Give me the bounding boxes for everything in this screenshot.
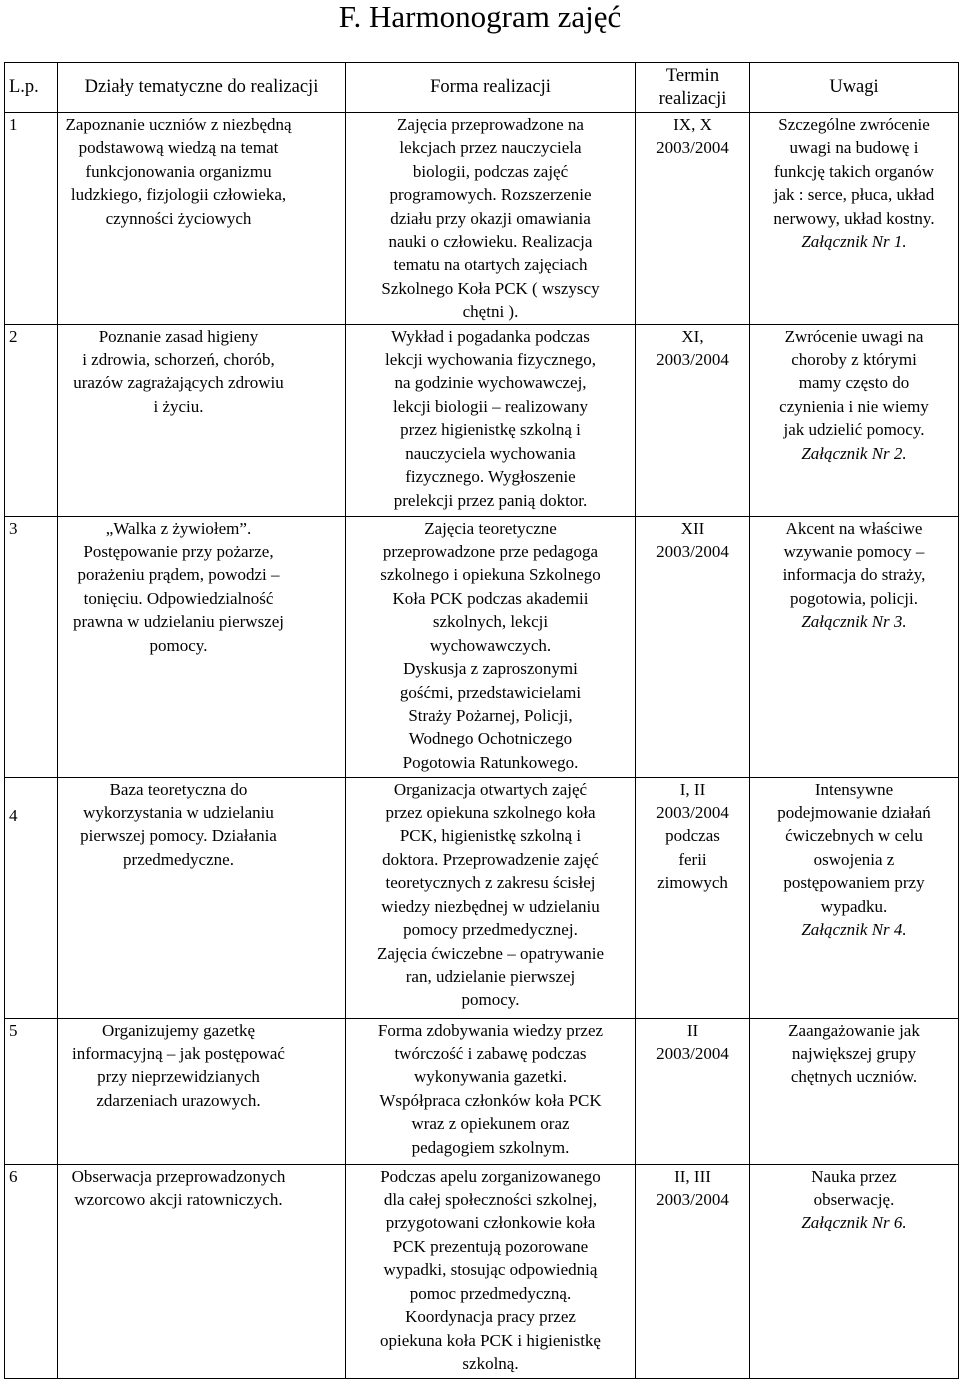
cell-topic-line: Zapoznanie uczniów z niezbędną [65, 115, 292, 134]
attachment-reference: Załącznik Nr 2. [801, 443, 907, 463]
cell-form-line: Koordynacja pracy przez [405, 1307, 576, 1327]
cell-notes-line: wypadku. [820, 896, 888, 916]
cell-form-line: Straży Pożarnej, Policji, [408, 705, 573, 725]
cell-form-line: chętni ). [462, 302, 519, 322]
cell-notes [750, 777, 959, 1018]
cell-notes-line: czynienia i nie wiemy [779, 396, 929, 416]
cell-form-line: Dyskusja z zaproszonymi [403, 659, 578, 679]
table-row [5, 777, 959, 1018]
cell-notes-line: informacja do straży, [782, 565, 926, 585]
cell-form-line: pedagogiem szkolnym. [411, 1137, 570, 1157]
cell-topic-line: podstawową wiedzą na temat [78, 138, 279, 158]
cell-notes-line: Szczególne zwrócenie [778, 115, 930, 134]
cell-topic [58, 1018, 346, 1164]
cell-term [636, 777, 750, 1018]
cell-form-line: ran, udzielanie pierwszej [405, 966, 576, 986]
cell-topic-line: i życiu. [153, 396, 204, 416]
cell-topic-line: urazów zagrażających zdrowiu [73, 373, 284, 393]
cell-form-line: wychowawczych. [429, 635, 552, 655]
cell-topic-line: wykorzystania w udzielaniu [83, 803, 274, 823]
cell-term-line: II [686, 1020, 699, 1040]
cell-topic-line: pierwszej pomocy. Działania [80, 826, 277, 846]
cell-form-line: przygotowani członkowie koła [385, 1213, 596, 1233]
cell-topic-line: i zdrowia, schorzeń, chorób, [82, 350, 275, 370]
cell-form-line: wraz z opiekunem oraz [411, 1114, 570, 1134]
row-number: 6 [9, 1166, 18, 1186]
cell-topic [58, 324, 346, 516]
cell-notes-line: choroby z którymi [791, 350, 917, 370]
cell-term-line: XI, [681, 326, 704, 346]
cell-topic-line: tonięciu. Odpowiedzialność [83, 588, 274, 608]
cell-form-line: teoretycznych z zakresu ścisłej [385, 873, 596, 893]
cell-form-line: Organizacja otwartych zajęć [393, 779, 588, 799]
table-row [5, 516, 959, 777]
cell-term-line: ferii [678, 849, 707, 869]
cell-term-line: IX, X [673, 115, 712, 134]
cell-notes-line: nerwowy, układ kostny. [773, 208, 935, 228]
cell-topic [58, 1164, 346, 1378]
table-row [5, 113, 959, 325]
cell-topic-line: informacyjną – jak postępować [72, 1044, 285, 1064]
cell-notes-line: Zwrócenie uwagi na [784, 326, 924, 346]
cell-term [636, 516, 750, 777]
cell-form-line: szkolnego i opiekuna Szkolnego [380, 565, 601, 585]
cell-notes-line: ćwiczebnych w celu [785, 826, 923, 846]
cell-topic [58, 113, 346, 325]
row-number: 3 [9, 518, 18, 538]
cell-topic-line: Poznanie zasad higieny [98, 326, 259, 346]
cell-form-line: przez higienistkę szkolną i [400, 420, 581, 440]
cell-form-line: doktora. Przeprowadzenie zajęć [382, 849, 599, 869]
cell-notes [750, 324, 959, 516]
attachment-reference: Załącznik Nr 6. [801, 1213, 907, 1233]
cell-topic-line: Postępowanie przy pożarze, [83, 542, 274, 562]
attachment-reference: Załącznik Nr 1. [801, 232, 907, 252]
cell-form-line: fizycznego. Wygłoszenie [405, 467, 576, 487]
cell-notes-line: podejmowanie działań [777, 803, 931, 823]
cell-term-line: 2003/2004 [656, 350, 729, 370]
cell-form-line: działu przy okazji omawiania [390, 208, 591, 228]
cell-form-line: wykonywania gazetki. [414, 1067, 567, 1087]
cell-form-line: lekcji biologii – realizowany [393, 396, 588, 416]
cell-notes-line: mamy często do [798, 373, 910, 393]
cell-form-line: przez opiekuna szkolnego koła [385, 803, 596, 823]
header-form: Forma realizacji [346, 63, 636, 113]
cell-form-line: na godzinie wychowawczej, [394, 373, 587, 393]
cell-form-line: Koła PCK podczas akademii [392, 588, 589, 608]
cell-form-line: Współpraca członków koła PCK [379, 1090, 602, 1110]
cell-notes-line: jak : serce, płuca, układ [773, 185, 935, 205]
header-lp: L.p. [5, 63, 58, 113]
cell-form-line: Zajęcia ćwiczebne – opatrywanie [376, 943, 604, 963]
cell-form-line: dla całej społeczności szkolnej, [383, 1190, 598, 1210]
cell-term-line: 2003/2004 [656, 1190, 729, 1210]
header-term-line2: realizacji [658, 88, 727, 109]
cell-topic-line: zdarzeniach urazowych. [96, 1090, 261, 1110]
cell-form-line: pomoc przedmedyczną. [409, 1283, 572, 1303]
cell-form-line: Podczas apelu zorganizowanego [380, 1166, 601, 1186]
table-row [5, 1164, 959, 1378]
cell-topic-line: funkcjonowania organizmu [85, 161, 272, 181]
row-number: 4 [9, 805, 18, 825]
cell-term-line: I, II [679, 779, 706, 799]
cell-topic-line: ludzkiego, fizjologii człowieka, [70, 185, 287, 205]
cell-form [346, 1018, 636, 1164]
header-term-line1: Termin [665, 65, 720, 86]
cell-term-line: 2003/2004 [656, 138, 729, 158]
cell-form [346, 1164, 636, 1378]
cell-topic-line: przy nieprzewidzianych [97, 1067, 260, 1087]
cell-topic-line: prawna w udzielaniu pierwszej [73, 612, 284, 632]
cell-form-line: Pogotowia Ratunkowego. [402, 752, 579, 772]
cell-notes-line: oswojenia z [813, 849, 895, 869]
cell-notes-line: postępowaniem przy [783, 873, 925, 893]
cell-notes-line: funkcję takich organów [773, 161, 935, 181]
cell-form [346, 516, 636, 777]
cell-form-line: PCK, higienistkę szkolną i [399, 826, 582, 846]
cell-form-line: biologii, podczas zajęć [412, 161, 569, 181]
cell-form-line: Wodnego Ochotniczego [408, 729, 573, 749]
cell-term-line: 2003/2004 [656, 542, 729, 562]
cell-notes-line: wzywanie pomocy – [783, 542, 925, 562]
cell-topic-line: czynności życiowych [105, 208, 252, 228]
table-row [5, 324, 959, 516]
cell-form-line: twórczość i zabawę podczas [394, 1044, 587, 1064]
cell-term-line: II, III [674, 1166, 711, 1186]
cell-form-line: tematu na otartych zajęciach [393, 255, 588, 275]
cell-form-line: Zajęcia przeprowadzone na [397, 115, 584, 134]
cell-form-line: opiekuna koła PCK i higienistkę [380, 1330, 601, 1350]
cell-form-line: programowych. Rozszerzenie [389, 185, 592, 205]
cell-term [636, 1018, 750, 1164]
cell-form-line: szkolnych, lekcji [432, 612, 549, 632]
cell-form-line: wiedzy niezbędnej w udzielaniu [381, 896, 600, 916]
cell-term-line: zimowych [657, 873, 728, 893]
cell-term-line: 2003/2004 [656, 1044, 729, 1064]
attachment-reference: Załącznik Nr 4. [801, 920, 907, 940]
cell-topic [58, 516, 346, 777]
row-number: 2 [9, 326, 18, 346]
cell-notes-line: Zaangażowanie jak [788, 1020, 920, 1040]
cell-topic-line: Organizujemy gazetkę [101, 1020, 256, 1040]
cell-topic-line: pomocy. [149, 635, 208, 655]
row-number: 1 [9, 115, 18, 134]
cell-form-line: przeprowadzone prze pedagoga [382, 542, 599, 562]
cell-notes-line: Akcent na właściwe [785, 518, 923, 538]
header-term [636, 63, 750, 113]
cell-notes-line: chętnych uczniów. [790, 1067, 918, 1087]
cell-form-line: PCK prezentują pozorowane [392, 1236, 589, 1256]
cell-topic-line: „Walka z żywiołem”. [105, 518, 252, 538]
cell-form-line: Szkolnego Koła PCK ( wszyscy [381, 278, 600, 298]
cell-term [636, 1164, 750, 1378]
cell-form-line: szkolną. [462, 1353, 519, 1373]
cell-notes [750, 113, 959, 325]
cell-form [346, 324, 636, 516]
cell-term-line: 2003/2004 [656, 803, 729, 823]
attachment-reference: Załącznik Nr 3. [801, 612, 907, 632]
cell-term [636, 324, 750, 516]
cell-topic-line: Baza teoretyczna do [109, 779, 248, 799]
header-notes: Uwagi [750, 63, 959, 113]
cell-form-line: nauki o człowieku. Realizacja [388, 232, 593, 252]
cell-form-line: lekcjach przez nauczyciela [399, 138, 582, 158]
cell-notes-line: jak udzielić pomocy. [783, 420, 925, 440]
cell-topic-line: wzorcowo akcji ratowniczych. [74, 1190, 283, 1210]
cell-notes-line: pogotowia, policji. [790, 588, 918, 608]
cell-form-line: Forma zdobywania wiedzy przez [377, 1020, 604, 1040]
schedule-table [4, 62, 959, 1379]
cell-form-line: gośćmi, przedstawicielami [399, 682, 582, 702]
cell-notes [750, 516, 959, 777]
table-row [5, 1018, 959, 1164]
cell-notes [750, 1164, 959, 1378]
header-topics: Działy tematyczne do realizacji [58, 63, 346, 113]
cell-notes-line: uwagi na budowę i [789, 138, 919, 158]
cell-form-line: Wykład i pogadanka podczas [391, 326, 590, 346]
cell-form-line: prelekcji przez panią doktor. [393, 490, 588, 510]
cell-term-line: XII [680, 518, 705, 538]
cell-form-line: lekcji wychowania fizycznego, [385, 350, 596, 370]
cell-form-line: nauczyciela wychowania [405, 443, 576, 463]
cell-form-line: wypadki, stosując odpowiednią [383, 1260, 598, 1280]
cell-topic-line: przedmedyczne. [123, 849, 234, 869]
table-body [5, 113, 959, 1379]
cell-form-line: pomocy przedmedycznej. [403, 920, 578, 940]
cell-form [346, 777, 636, 1018]
cell-notes-line: Nauka przez [811, 1166, 897, 1186]
table-header-row [5, 63, 959, 113]
cell-form-line: Zajęcia teoretyczne [424, 518, 557, 538]
cell-form [346, 113, 636, 325]
cell-term-line: podczas [665, 826, 720, 846]
page-title: F. Harmonogram zajęć [338, 0, 622, 34]
cell-topic-line: porażeniu prądem, powodzi – [77, 565, 280, 585]
cell-topic-line: Obserwacja przeprowadzonych [71, 1166, 286, 1186]
cell-notes-line: Intensywne [814, 779, 894, 799]
cell-form-line: pomocy. [461, 990, 520, 1010]
cell-notes-line: największej grupy [791, 1044, 917, 1064]
cell-notes [750, 1018, 959, 1164]
cell-term [636, 113, 750, 325]
cell-notes-line: obserwację. [813, 1190, 895, 1210]
cell-topic [58, 777, 346, 1018]
row-number: 5 [9, 1020, 18, 1040]
